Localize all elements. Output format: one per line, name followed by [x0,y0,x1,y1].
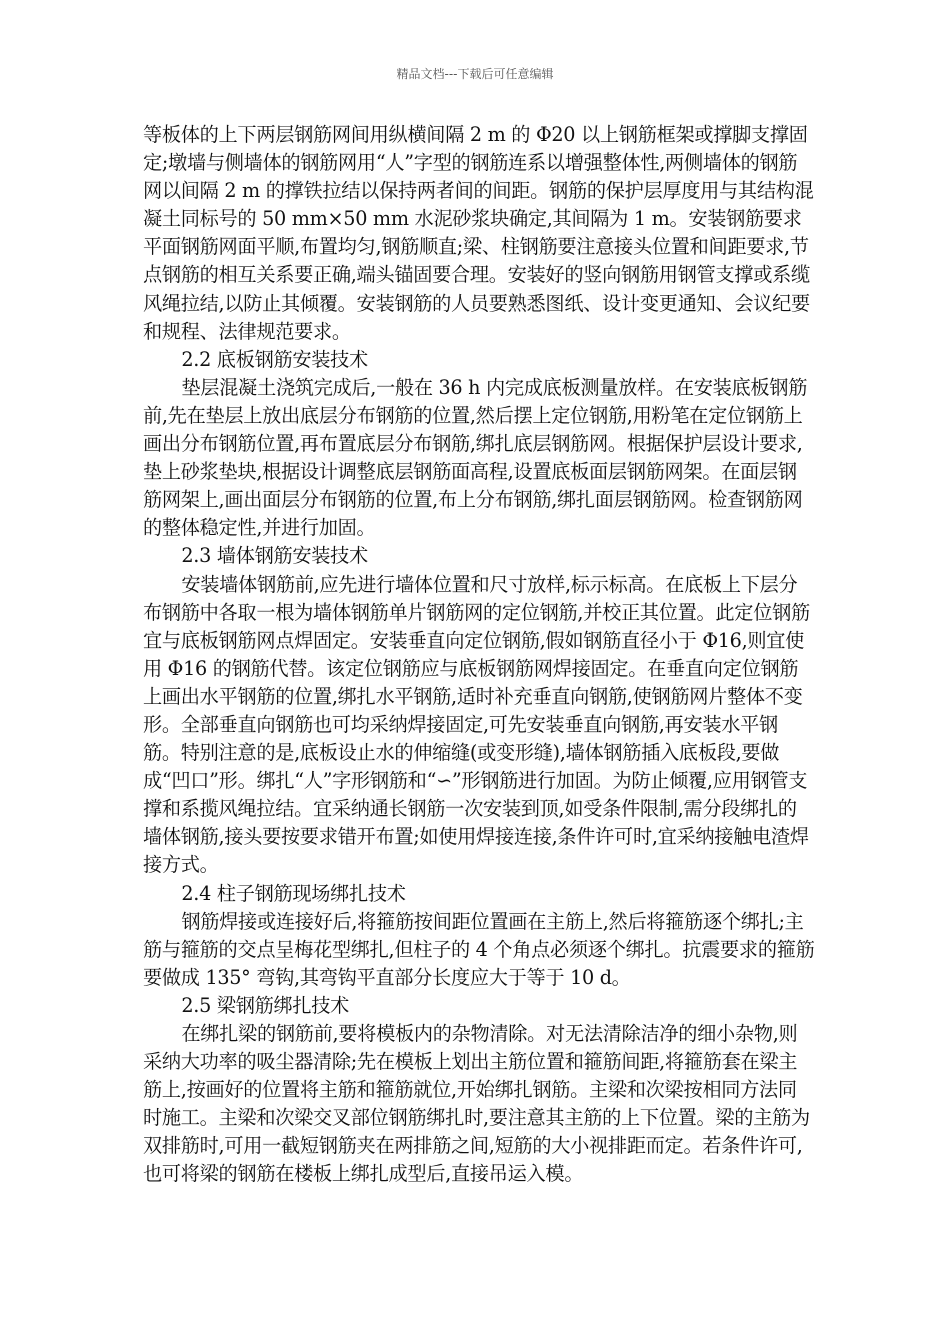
page-header: 精品文档---下载后可任意编辑 [396,67,554,81]
section-heading-2-5: 2.5 梁钢筋绑扎技术 [181,993,350,1017]
section-heading-2-2: 2.2 底板钢筋安装技术 [181,347,368,371]
paragraph-wall-rebar: 安装墙体钢筋前,应先进行墙体位置和尺寸放样,标示标高。在底板上下层分布钢筋中各取一根为墙体钢筋单片钢筋网的定位钢筋,并校正其位置。此定位钢筋宜与底板钢筋网点焊固定。安装垂直向定位钢筋,假如钢筋直径小于 Φ16,则宜使用 Φ16 的钢筋代替。该定位钢筋应与底板钢筋网焊接固定。在垂直向定位钢筋上画出水平钢筋的位置,绑扎水平钢筋,适时补充垂直向钢筋,使钢筋网片整体不变形。全部垂直向钢筋也可均采纳焊接固定,可先安装垂直向钢筋,再安装水平钢筋。特别注意的是,底板设止水的伸缩缝(或变形缝),墙体钢筋插入底板段,要做成“凹口”形。绑扎“人”字形钢筋和“∽”形钢筋进行加固。为防止倾覆,应用钢管支撑和系揽风绳拉结。宜采纳通长钢筋一次安装到顶,如受条件限制,需分段绑扎的墙体钢筋,接头要按要求错开布置;如使用焊接连接,条件许可时,宜采纳接触电渣焊接方式。 [143,572,810,877]
document-body [143,121,815,1189]
section-heading-2-3: 2.3 墙体钢筋安装技术 [181,544,368,568]
paragraph-column-rebar: 钢筋焊接或连接好后,将箍筋按间距位置画在主筋上,然后将箍筋逐个绑扎;主筋与箍筋的交点呈梅花型绑扎,但柱子的 4 个角点必须逐个绑扎。抗震要求的箍筋要做成 135° 弯钩,其弯钩平直部分长度应大于等于 10 d。 [143,909,815,989]
paragraph-floor-rebar: 垫层混凝土浇筑完成后,一般在 36 h 内完成底板测量放样。在安装底板钢筋前,先在垫层上放出底层分布钢筋的位置,然后摆上定位钢筋,用粉笔在定位钢筋上画出分布钢筋位置,再布置底层分布钢筋,绑扎底层钢筋网。根据保护层设计要求,垫上砂浆垫块,根据设计调整底层钢筋面高程,设置底板面层钢筋网架。在面层钢筋网架上,画出面层分布钢筋的位置,布上分布钢筋,绑扎面层钢筋网。检查钢筋网的整体稳定性,并进行加固。 [143,375,808,540]
section-heading-2-4: 2.4 柱子钢筋现场绑扎技术 [181,881,406,905]
paragraph-continuation: 等板体的上下两层钢筋网间用纵横间隔 2 m 的 Φ20 以上钢筋框架或撑脚支撑固定;墩墙与侧墙体的钢筋网用“人”字型的钢筋连系以增强整体性,两侧墙体的钢筋网以间隔 2 m 的撑铁拉结以保持两者间的间距。钢筋的保护层厚度用与其结构混凝土同标号的 50 mm×50 mm 水泥砂浆块确定,其间隔为 1 m。安装钢筋要求平面钢筋网面平顺,布置均匀,钢筋顺直;梁、柱钢筋要注意接头位置和间距要求,节点钢筋的相互关系要正确,端头锚固要合理。安装好的竖向钢筋用钢管支撑或系缆风绳拉结,以防止其倾覆。安装钢筋的人员要熟悉图纸、设计变更通知、会议纪要和规程、法律规范要求。 [143,123,814,343]
paragraph-beam-rebar: 在绑扎梁的钢筋前,要将模板内的杂物清除。对无法清除洁净的细小杂物,则采纳大功率的吸尘器清除;先在模板上划出主筋位置和箍筋间距,将箍筋套在梁主筋上,按画好的位置将主筋和箍筋就位,开始绑扎钢筋。主梁和次梁按相同方法同时施工。主梁和次梁交叉部位钢筋绑扎时,要注意其主筋的上下位置。梁的主筋为双排筋时,可用一截短钢筋夹在两排筋之间,短筋的大小视排距而定。若条件许可,也可将梁的钢筋在楼板上绑扎成型后,直接吊运入模。 [143,1022,810,1186]
